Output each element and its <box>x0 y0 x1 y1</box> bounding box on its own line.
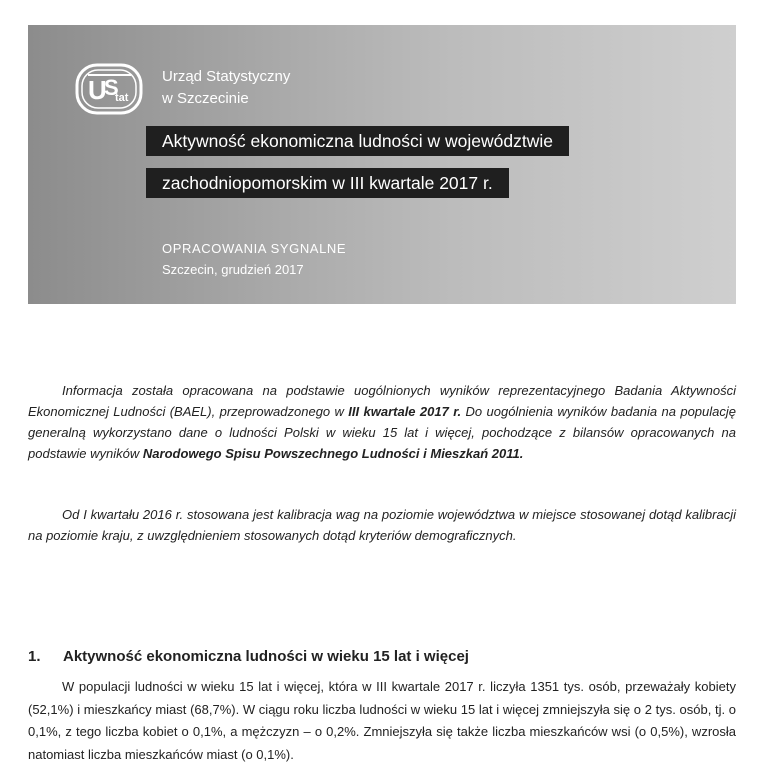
intro-paragraph-1 <box>28 380 736 464</box>
section-number: 1. <box>28 648 41 665</box>
section-body <box>28 676 736 766</box>
series-label: OPRACOWANIA SYGNALNE <box>162 241 347 256</box>
office-line-2: w Szczecinie <box>162 90 249 107</box>
office-name <box>162 66 290 110</box>
intro-text-2: Od I kwartału 2016 r. stosowana jest kalibracja wag na poziomie województwa w miejsce stosowanej dotąd kalibracji na poziomie kraju, z uwzględnieniem stosowanych dotąd kryteriów demograficznych. <box>28 507 736 543</box>
intro-text-a: Informacja została opracowana na podstawie uogólnionych wyników reprezentacyjnego Badania Aktywności Ekonomicznej Ludności (BAEL), przeprowadzonego w <box>28 383 736 419</box>
section-body-text: W populacji ludności w wieku 15 lat i więcej, która w III kwartale 2017 r. liczyła 1351 tys. osób, przeważały kobiety (52,1%) i mieszkańcy miast (68,7%). W ciągu roku liczba ludności w wieku 15 lat i więcej zmniejszyła się o 2 tys. osób, tj. o 0,1%, z tego liczba kobiet o 0,1%, a mężczyzn – o 0,2%. Zmniejszyła się także liczba mieszkańców wsi (o 0,5%), wzrosła natomiast liczba mieszkańców miast (o 0,1%). <box>28 679 736 762</box>
intro-text-quarter: III kwartale 2017 r. <box>348 404 462 419</box>
section-heading <box>28 648 469 665</box>
svg-text:U: U <box>88 75 107 105</box>
intro-text-census: Narodowego Spisu Powszechnego Ludności i Mieszkań 2011. <box>142 446 524 461</box>
series-info <box>162 238 346 280</box>
section-title-text: Aktywność ekonomiczna ludności w wieku 15 lat i więcej <box>63 648 469 665</box>
title-line-1: Aktywność ekonomiczna ludności w województwie <box>146 126 569 156</box>
office-line-1: Urząd Statystyczny <box>162 68 291 85</box>
svg-text:S: S <box>104 75 119 100</box>
ustat-logo <box>75 61 147 117</box>
place-date: Szczecin, grudzień 2017 <box>162 262 304 277</box>
intro-paragraph-2 <box>28 504 736 546</box>
intro-text-c: Do uogólnienia wyników badania na populację generalną wykorzystano dane o ludności Polski w wieku 15 lat i więcej, pochodzące z bilansów opracowanych na podstawie wyników <box>28 404 736 461</box>
svg-text:tat: tat <box>115 92 129 104</box>
title-line-2: zachodniopomorskim w III kwartale 2017 r. <box>146 168 509 198</box>
cover-banner <box>28 25 736 304</box>
